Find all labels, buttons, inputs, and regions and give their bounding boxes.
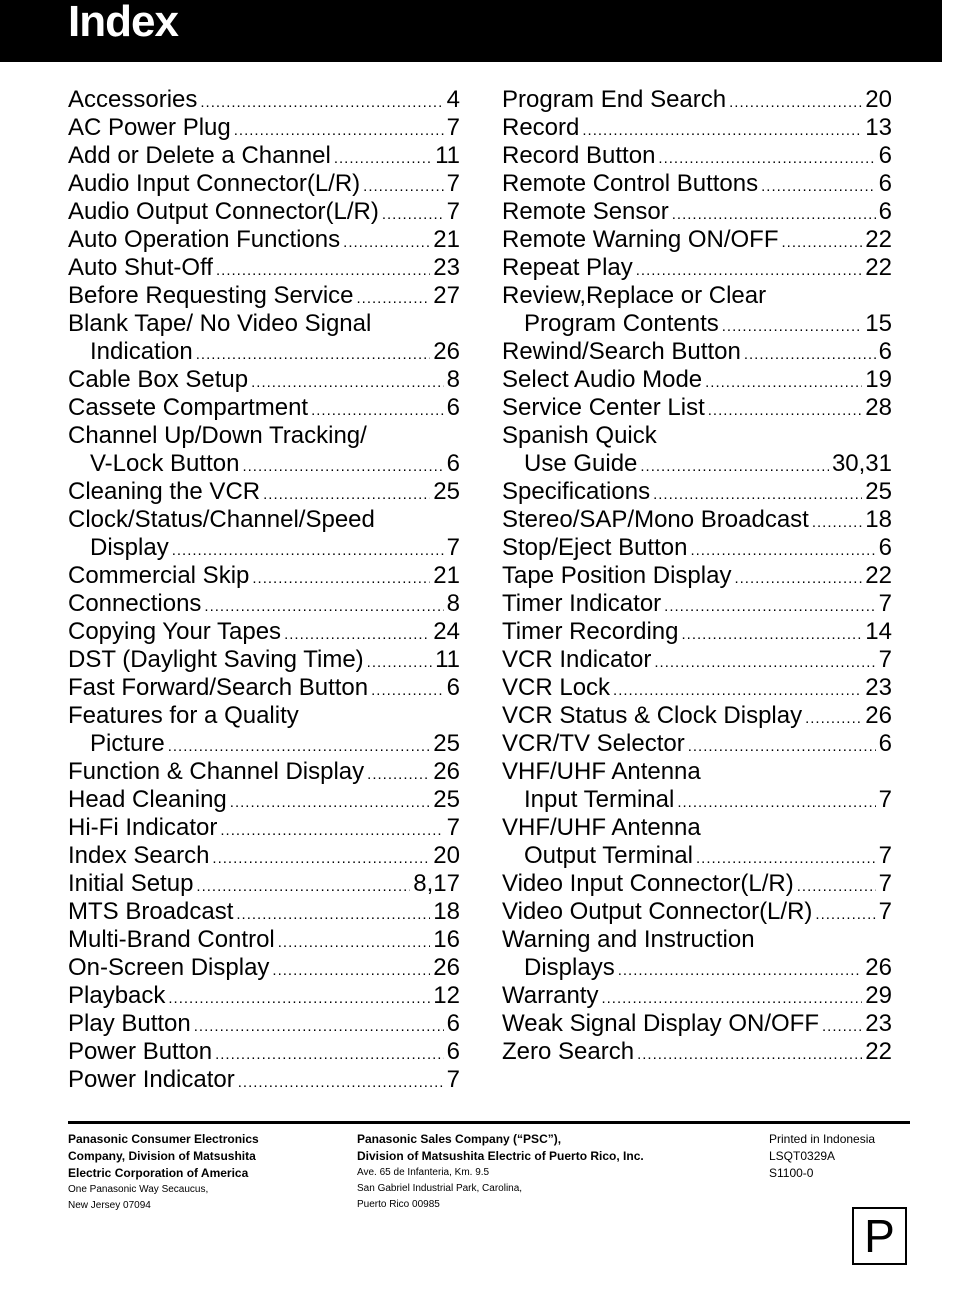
- index-term: Zero Search: [502, 1038, 635, 1065]
- index-entry: [502, 366, 892, 394]
- footer-consumer-line: One Panasonic Way Secaucus,: [68, 1184, 209, 1195]
- index-page-number: 12: [433, 982, 460, 1009]
- dot-leader: [690, 537, 875, 565]
- index-term: Spanish Quick: [502, 422, 657, 449]
- footer-sales-line: Puerto Rico 00985: [357, 1199, 440, 1210]
- index-entry: [68, 926, 460, 954]
- index-entry: [502, 1038, 892, 1066]
- footer-print-info: [769, 1131, 929, 1182]
- index-entry: [502, 394, 892, 422]
- index-term: Features for a Quality: [68, 702, 299, 729]
- index-page-number: 24: [433, 618, 460, 645]
- index-term: VHF/UHF Antenna: [502, 814, 701, 841]
- dot-leader: [238, 1069, 444, 1097]
- footer-sales-line: San Gabriel Industrial Park, Carolina,: [357, 1183, 523, 1194]
- index-entry: [68, 870, 460, 898]
- dot-leader: [230, 789, 431, 817]
- dot-leader: [220, 817, 443, 845]
- index-term: Fast Forward/Search Button: [68, 674, 369, 701]
- index-entry: [68, 254, 460, 282]
- index-entry: [68, 226, 460, 254]
- dot-leader: [729, 89, 862, 117]
- index-page-number: 21: [433, 562, 460, 589]
- index-term: Play Button: [68, 1010, 191, 1037]
- dot-leader: [251, 369, 444, 397]
- index-entry: [68, 842, 460, 870]
- index-entry: [68, 954, 460, 982]
- dot-leader: [664, 593, 875, 621]
- index-entry: [502, 702, 892, 730]
- index-term: MTS Broadcast: [68, 898, 234, 925]
- dot-leader: [367, 761, 430, 789]
- index-entry: [502, 1010, 892, 1038]
- index-term: Use Guide: [524, 450, 638, 477]
- index-term: Video Output Connector(L/R): [502, 898, 813, 925]
- index-entry: [502, 226, 892, 254]
- index-page-number: 7: [446, 534, 460, 561]
- index-term: AC Power Plug: [68, 114, 231, 141]
- index-entry: [68, 786, 460, 814]
- index-entry: [68, 1038, 460, 1066]
- index-entry: [502, 478, 892, 506]
- footer-sales-address: [357, 1131, 757, 1213]
- index-page-number: 22: [865, 226, 892, 253]
- index-term: Input Terminal: [524, 786, 675, 813]
- index-entry: [68, 814, 460, 842]
- dot-leader: [654, 649, 875, 677]
- index-term: VCR Status & Clock Display: [502, 702, 803, 729]
- index-page-number: 30,31: [831, 450, 892, 477]
- index-term: Review,Replace or Clear: [502, 282, 767, 309]
- index-term: Stereo/SAP/Mono Broadcast: [502, 506, 809, 533]
- index-term: Service Center List: [502, 394, 705, 421]
- index-term: Remote Warning ON/OFF: [502, 226, 779, 253]
- index-page-number: 22: [865, 1038, 892, 1065]
- dot-leader: [613, 677, 862, 705]
- index-page-number: 20: [433, 842, 460, 869]
- index-page-number: 28: [865, 394, 892, 421]
- dot-leader: [640, 453, 829, 481]
- dot-leader: [805, 705, 862, 733]
- footer-consumer-line: New Jersey 07094: [68, 1200, 151, 1211]
- index-term: On-Screen Display: [68, 954, 270, 981]
- index-page-number: 18: [433, 898, 460, 925]
- footer-print-line: LSQT0329A: [769, 1149, 836, 1163]
- index-page-number: 7: [878, 842, 892, 869]
- dot-leader: [263, 481, 430, 509]
- index-term: Cleaning the VCR: [68, 478, 261, 505]
- index-entry: [502, 114, 892, 142]
- dot-leader: [168, 985, 430, 1013]
- index-entry: [502, 590, 892, 618]
- index-entry: [502, 506, 892, 534]
- index-entry: [502, 422, 892, 450]
- footer-consumer-line: Panasonic Consumer Electronics: [68, 1132, 259, 1146]
- index-term: VCR Indicator: [502, 646, 652, 673]
- index-term: Warning and Instruction: [502, 926, 755, 953]
- dot-leader: [196, 341, 431, 369]
- footer-sales-line: Division of Matsushita Electric of Puerto Rico, Inc.: [357, 1149, 644, 1163]
- dot-leader: [618, 957, 863, 985]
- index-entry: [502, 86, 892, 114]
- dot-leader: [215, 1041, 444, 1069]
- footer-divider: [68, 1121, 910, 1124]
- index-term: Auto Shut-Off: [68, 254, 213, 281]
- index-term: Repeat Play: [502, 254, 633, 281]
- index-term: Commercial Skip: [68, 562, 250, 589]
- index-page-number: 6: [446, 394, 460, 421]
- index-page-number: 7: [878, 898, 892, 925]
- index-term: Copying Your Tapes: [68, 618, 282, 645]
- index-entry: [502, 870, 892, 898]
- dot-leader: [705, 369, 862, 397]
- dot-leader: [172, 537, 444, 565]
- dot-leader: [797, 873, 876, 901]
- dot-leader: [204, 593, 443, 621]
- index-term: Cassete Compartment: [68, 394, 309, 421]
- dot-leader: [708, 397, 863, 425]
- index-page-number: 22: [865, 562, 892, 589]
- index-page-number: 23: [433, 254, 460, 281]
- index-page-number: 19: [865, 366, 892, 393]
- index-term: Output Terminal: [524, 842, 693, 869]
- index-page-number: 23: [865, 674, 892, 701]
- dot-leader: [212, 845, 430, 873]
- index-term: Specifications: [502, 478, 651, 505]
- index-page-number: 14: [865, 618, 892, 645]
- index-term: Remote Sensor: [502, 198, 669, 225]
- dot-leader: [367, 649, 432, 677]
- index-entry: [68, 86, 460, 114]
- index-entry: [502, 282, 892, 310]
- index-page-number: 26: [433, 338, 460, 365]
- dot-leader: [782, 229, 863, 257]
- index-term: Program Contents: [524, 310, 719, 337]
- dot-leader: [672, 201, 876, 229]
- page-title: Index: [68, 0, 178, 46]
- index-entry: [502, 954, 892, 982]
- index-entry: [68, 478, 460, 506]
- index-term: Cable Box Setup: [68, 366, 249, 393]
- index-entry: [68, 394, 460, 422]
- dot-leader: [722, 313, 863, 341]
- index-term: Tape Position Display: [502, 562, 732, 589]
- index-entry: [502, 786, 892, 814]
- index-entry: [68, 590, 460, 618]
- index-page-number: 15: [865, 310, 892, 337]
- index-page-number: 25: [433, 478, 460, 505]
- index-entry: [68, 282, 460, 310]
- index-entry: [502, 170, 892, 198]
- index-page-number: 6: [878, 198, 892, 225]
- dot-leader: [734, 565, 862, 593]
- index-page-number: 6: [878, 170, 892, 197]
- index-page-number: 7: [446, 1066, 460, 1093]
- index-entry: [68, 702, 460, 730]
- index-term: Clock/Status/Channel/Speed: [68, 506, 375, 533]
- index-entry: [68, 198, 460, 226]
- index-entry: [68, 142, 460, 170]
- index-page-number: 26: [433, 954, 460, 981]
- dot-leader: [696, 845, 876, 873]
- dot-leader: [284, 621, 430, 649]
- index-term: Remote Control Buttons: [502, 170, 759, 197]
- index-entry: [502, 254, 892, 282]
- index-entry: [502, 310, 892, 338]
- footer-consumer-address: [68, 1131, 338, 1214]
- dot-leader: [582, 117, 862, 145]
- index-entry: [68, 534, 460, 562]
- index-page-number: 27: [433, 282, 460, 309]
- index-page-number: 6: [878, 338, 892, 365]
- index-entry: [68, 730, 460, 758]
- index-term: Audio Input Connector(L/R): [68, 170, 361, 197]
- index-entry: [68, 758, 460, 786]
- index-page-number: 7: [878, 786, 892, 813]
- footer-print-line: S1100-0: [769, 1166, 814, 1180]
- index-entry: [502, 814, 892, 842]
- index-page-number: 6: [446, 674, 460, 701]
- index-entry: [68, 898, 460, 926]
- dot-leader: [252, 565, 430, 593]
- index-term: Picture: [90, 730, 165, 757]
- dot-leader: [636, 257, 863, 285]
- index-page-number: 6: [878, 142, 892, 169]
- index-term: Initial Setup: [68, 870, 194, 897]
- index-page-number: 11: [435, 142, 460, 169]
- footer-sales-line: Ave. 65 de Infanteria, Km. 9.5: [357, 1167, 490, 1178]
- index-page-number: 6: [878, 730, 892, 757]
- index-term: VCR/TV Selector: [502, 730, 685, 757]
- index-entry: [502, 926, 892, 954]
- index-term: Connections: [68, 590, 202, 617]
- dot-leader: [357, 285, 431, 313]
- index-term: Audio Output Connector(L/R): [68, 198, 379, 225]
- dot-leader: [682, 621, 863, 649]
- index-page-number: 20: [865, 86, 892, 113]
- index-term: Function & Channel Display: [68, 758, 365, 785]
- index-term: Display: [90, 534, 169, 561]
- index-page-number: 4: [446, 86, 460, 113]
- index-term: Accessories: [68, 86, 198, 113]
- footer-consumer-line: Company, Division of Matsushita: [68, 1149, 256, 1163]
- index-entry: [502, 674, 892, 702]
- index-term: Stop/Eject Button: [502, 534, 688, 561]
- index-page-number: 7: [878, 590, 892, 617]
- dot-leader: [744, 341, 876, 369]
- index-page-number: 7: [878, 646, 892, 673]
- index-entry: [68, 114, 460, 142]
- index-page-number: 26: [865, 702, 892, 729]
- index-page-number: 6: [446, 1010, 460, 1037]
- index-entry: [68, 450, 460, 478]
- dot-leader: [200, 89, 443, 117]
- dot-leader: [688, 733, 876, 761]
- index-page-number: 6: [878, 534, 892, 561]
- footer-sales-line: Panasonic Sales Company (“PSC”),: [357, 1132, 562, 1146]
- index-term: Power Indicator: [68, 1066, 235, 1093]
- index-page-number: 25: [433, 730, 460, 757]
- index-entry: [502, 338, 892, 366]
- footer-print-line: Printed in Indonesia: [769, 1132, 876, 1146]
- index-page-number: 7: [446, 170, 460, 197]
- index-page-number: 6: [446, 1038, 460, 1065]
- dot-leader: [236, 901, 430, 929]
- dot-leader: [278, 929, 431, 957]
- index-entry: [502, 450, 892, 478]
- index-entry: [502, 646, 892, 674]
- index-term: Blank Tape/ No Video Signal: [68, 310, 372, 337]
- index-entry: [68, 1010, 460, 1038]
- index-term: Add or Delete a Channel: [68, 142, 331, 169]
- index-term: Hi-Fi Indicator: [68, 814, 218, 841]
- index-page-number: 29: [865, 982, 892, 1009]
- dot-leader: [363, 173, 443, 201]
- index-page-number: 8: [446, 366, 460, 393]
- index-term: VHF/UHF Antenna: [502, 758, 701, 785]
- index-entry: [502, 898, 892, 926]
- dot-leader: [822, 1013, 862, 1041]
- index-entry: [502, 618, 892, 646]
- index-term: Head Cleaning: [68, 786, 227, 813]
- dot-leader: [343, 229, 430, 257]
- dot-leader: [677, 789, 875, 817]
- index-entry: [502, 562, 892, 590]
- index-page-number: 23: [865, 1010, 892, 1037]
- index-page-number: 22: [865, 254, 892, 281]
- index-term: Playback: [68, 982, 166, 1009]
- dot-leader: [334, 145, 432, 173]
- index-entry: [502, 534, 892, 562]
- dot-leader: [761, 173, 876, 201]
- index-entry: [502, 142, 892, 170]
- index-term: DST (Daylight Saving Time): [68, 646, 364, 673]
- index-term: Displays: [524, 954, 615, 981]
- p-label-box: P: [852, 1207, 907, 1265]
- index-page-number: 26: [433, 758, 460, 785]
- index-term: Channel Up/Down Tracking/: [68, 422, 367, 449]
- index-column-right: [502, 86, 892, 1066]
- index-entry: [68, 310, 460, 338]
- index-page-number: 21: [433, 226, 460, 253]
- footer-consumer-line: Electric Corporation of America: [68, 1166, 249, 1180]
- index-term: Record Button: [502, 142, 656, 169]
- index-term: Weak Signal Display ON/OFF: [502, 1010, 819, 1037]
- index-term: Program End Search: [502, 86, 727, 113]
- index-page-number: 26: [865, 954, 892, 981]
- header-bar: [0, 0, 942, 62]
- index-entry: [68, 646, 460, 674]
- dot-leader: [812, 509, 862, 537]
- index-page-number: 8: [446, 590, 460, 617]
- index-term: Index Search: [68, 842, 210, 869]
- index-page-number: 8,17: [413, 870, 460, 897]
- index-page-number: 6: [446, 450, 460, 477]
- index-entry: [68, 562, 460, 590]
- index-page-number: 11: [435, 646, 460, 673]
- index-entry: [502, 758, 892, 786]
- dot-leader: [382, 201, 444, 229]
- dot-leader: [311, 397, 444, 425]
- index-entry: [68, 1066, 460, 1094]
- dot-leader: [815, 901, 875, 929]
- index-page-number: 7: [446, 814, 460, 841]
- index-page-number: 13: [865, 114, 892, 141]
- index-term: Multi-Brand Control: [68, 926, 275, 953]
- index-term: Auto Operation Functions: [68, 226, 341, 253]
- index-entry: [502, 842, 892, 870]
- index-term: Warranty: [502, 982, 599, 1009]
- index-entry: [68, 170, 460, 198]
- index-term: Timer Indicator: [502, 590, 662, 617]
- index-entry: [68, 982, 460, 1010]
- dot-leader: [653, 481, 862, 509]
- index-entry: [68, 366, 460, 394]
- index-page-number: 16: [433, 926, 460, 953]
- index-entry: [502, 982, 892, 1010]
- dot-leader: [601, 985, 862, 1013]
- index-entry: [502, 730, 892, 758]
- dot-leader: [168, 733, 431, 761]
- index-entry: [68, 422, 460, 450]
- dot-leader: [658, 145, 875, 173]
- index-entry: [502, 198, 892, 226]
- index-term: V-Lock Button: [90, 450, 240, 477]
- index-entry: [68, 674, 460, 702]
- index-entry: [68, 506, 460, 534]
- index-term: Indication: [90, 338, 193, 365]
- index-page-number: 7: [446, 198, 460, 225]
- index-page-number: 18: [865, 506, 892, 533]
- index-term: Power Button: [68, 1038, 213, 1065]
- dot-leader: [272, 957, 430, 985]
- index-page-number: 25: [433, 786, 460, 813]
- index-column-left: [68, 86, 460, 1094]
- index-page-number: 25: [865, 478, 892, 505]
- index-page-number: 7: [446, 114, 460, 141]
- index-term: Before Requesting Service: [68, 282, 354, 309]
- index-term: VCR Lock: [502, 674, 611, 701]
- index-term: Select Audio Mode: [502, 366, 703, 393]
- index-entry: [68, 618, 460, 646]
- index-page-number: 7: [878, 870, 892, 897]
- index-entry: [68, 338, 460, 366]
- dot-leader: [194, 1013, 444, 1041]
- dot-leader: [371, 677, 444, 705]
- index-term: Timer Recording: [502, 618, 679, 645]
- dot-leader: [216, 257, 430, 285]
- dot-leader: [234, 117, 444, 145]
- index-term: Rewind/Search Button: [502, 338, 741, 365]
- dot-leader: [242, 453, 443, 481]
- index-term: Record: [502, 114, 580, 141]
- dot-leader: [637, 1041, 862, 1069]
- dot-leader: [196, 873, 410, 901]
- index-term: Video Input Connector(L/R): [502, 870, 794, 897]
